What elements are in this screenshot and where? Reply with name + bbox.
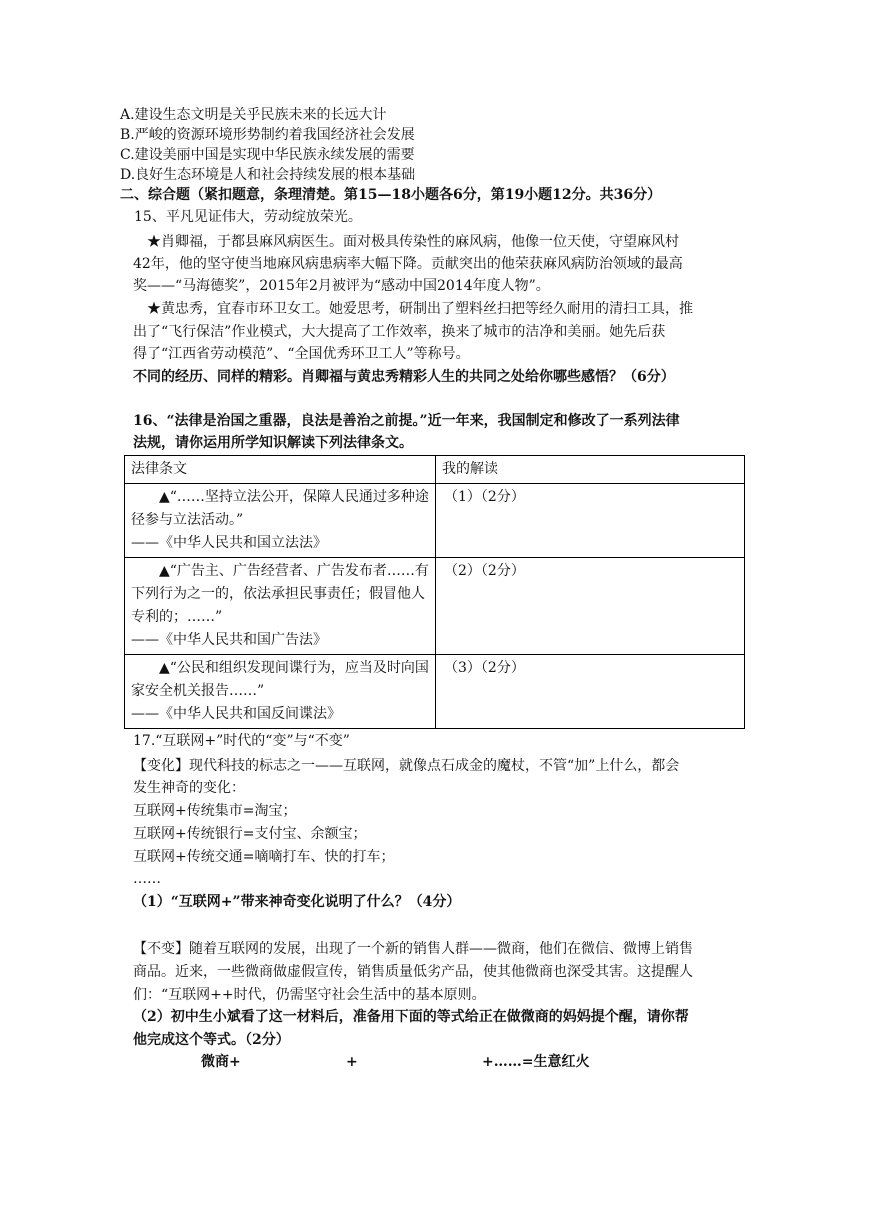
section-heading: 二、综合题（紧扣题意，条理清楚。第15—18小题各6分，第19小题12分。共36分） [120, 187, 662, 203]
law-clause-cell [125, 558, 436, 655]
equation-term-start: 微商+ [201, 1054, 241, 1070]
law-table [124, 455, 745, 729]
option-b: B.严峻的资源环境形势制约着我国经济社会发展 [120, 127, 415, 143]
header-interpretation: 我的解读 [436, 456, 745, 484]
table-row [125, 655, 745, 729]
q17-unchanged-line2: 商品。近来，一些微商做虚假宣传，销售质量低劣产品，使其他微商也深受其害。这提醒人 [133, 964, 693, 980]
law-clause-cell [125, 655, 436, 729]
q17-change-line2: 发生神奇的变化： [133, 780, 245, 796]
law-clause-text: ▲“公民和组织发现间谍行为，应当及时向国家安全机关报告……” [131, 660, 429, 699]
q16-intro-line2: 法规，请你运用所学知识解读下列法律条文。 [133, 435, 413, 451]
q17-example-1: 互联网+传统集市=淘宝； [133, 803, 297, 819]
table-row [125, 558, 745, 655]
q17-question1: （1）“互联网+”带来神奇变化说明了什么？（4分） [133, 894, 461, 910]
header-clause: 法律条文 [125, 456, 436, 484]
answer-label: （3）（2分） [444, 660, 525, 676]
q16-intro-line1: 16、“法律是治国之重器，良法是善治之前提。”近一年来，我国制定和修改了一系列法律 [133, 413, 680, 429]
answer-label: （2）（2分） [444, 563, 525, 579]
law-table-header [125, 456, 745, 484]
q17-question2-line2: 他完成这个等式。（2分） [133, 1032, 290, 1048]
q15-para2-line1: ★黄忠秀，宜春市环卫女工。她爱思考，研制出了塑料丝扫把等经久耐用的清扫工具，推 [147, 301, 693, 317]
equation-plus: + [346, 1054, 358, 1070]
q17-example-3: 互联网+传统交通=嘀嘀打车、快的打车； [133, 849, 395, 865]
q17-unchanged-line3: 们：“互联网++时代，仍需坚守社会生活中的基本原则。 [133, 987, 486, 1003]
law-clause-text: ▲“广告主、广告经营者、广告发布者……有下列行为之一的，依法承担民事责任；假冒他人专利的；……” [131, 563, 429, 625]
answer-cell[interactable] [436, 484, 745, 558]
answer-cell[interactable] [436, 655, 745, 729]
option-c: C.建设美丽中国是实现中华民族永续发展的需要 [120, 147, 415, 163]
answer-cell[interactable] [436, 558, 745, 655]
law-source: ——《中华人民共和国立法法》 [131, 535, 327, 551]
q15-question: 不同的经历、同样的精彩。肖卿福与黄忠秀精彩人生的共同之处给你哪些感悟？（6分） [133, 369, 675, 385]
option-d: D.良好生态环境是人和社会持续发展的根本基础 [120, 167, 416, 183]
table-row [125, 484, 745, 558]
q17-example-2: 互联网+传统银行=支付宝、余额宝； [133, 826, 367, 842]
q15-para1-line1: ★肖卿福，于都县麻风病医生。面对极具传染性的麻风病，他像一位天使，守望麻风村 [147, 234, 679, 250]
answer-label: （1）（2分） [444, 489, 525, 505]
q17-change-line1: 【变化】现代科技的标志之一——互联网，就像点石成金的魔杖，不管“加”上什么，都会 [133, 758, 680, 774]
law-source: ——《中华人民共和国广告法》 [131, 632, 327, 648]
q15-para2-line3: 得了“江西省劳动模范”、“全国优秀环卫工人”等称号。 [133, 346, 470, 362]
law-clause-text: ▲“……坚持立法公开，保障人民通过多种途径参与立法活动。” [131, 489, 429, 528]
q15-title: 15、平凡见证伟大，劳动绽放荣光。 [134, 209, 362, 225]
q17-title: 17.“互联网+”时代的“变”与“不变” [133, 733, 350, 749]
q15-para1-line3: 奖——“马海德奖”，2015年2月被评为“感动中国2014年度人物”。 [133, 278, 550, 294]
q17-example-ellipsis: …… [133, 871, 161, 887]
option-a: A.建设生态文明是关乎民族未来的长远大计 [120, 107, 387, 123]
equation-result: +……=生意红火 [482, 1054, 590, 1070]
q17-unchanged-line1: 【不变】随着互联网的发展，出现了一个新的销售人群——微商，他们在微信、微博上销售 [133, 941, 693, 957]
q15-para1-line2: 42年，他的坚守使当地麻风病患病率大幅下降。贡献突出的他荣获麻风病防治领域的最高 [133, 256, 683, 272]
law-source: ——《中华人民共和国反间谍法》 [131, 706, 341, 722]
q17-question2-line1: （2）初中生小斌看了这一材料后，准备用下面的等式给正在做微商的妈妈提个醒，请你帮 [133, 1009, 689, 1025]
q15-para2-line2: 出了“飞行保洁”作业模式，大大提高了工作效率，换来了城市的洁净和美丽。她先后获 [133, 324, 666, 340]
law-clause-cell [125, 484, 436, 558]
